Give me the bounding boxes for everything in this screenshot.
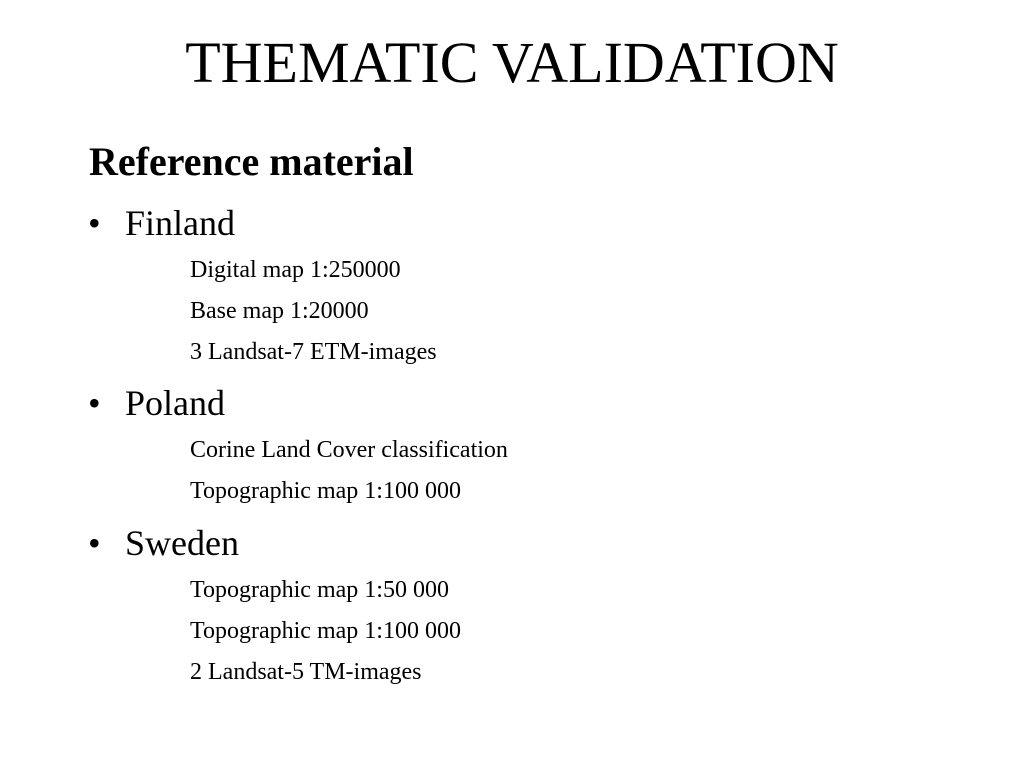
country-label: Poland <box>125 383 226 423</box>
list-item: Topographic map 1:50 000 <box>190 577 449 603</box>
country-label: Sweden <box>125 523 239 563</box>
bullet-poland <box>88 382 225 424</box>
bullet-finland <box>88 202 235 244</box>
list-item: 3 Landsat-7 ETM-images <box>190 339 437 365</box>
list-item: 2 Landsat-5 TM-images <box>190 659 422 685</box>
slide-title: THEMATIC VALIDATION <box>185 30 839 95</box>
list-item: Topographic map 1:100 000 <box>190 478 461 504</box>
bullet-icon: • <box>88 383 101 423</box>
list-item: Digital map 1:250000 <box>190 257 401 283</box>
list-item: Corine Land Cover classification <box>190 437 508 463</box>
bullet-icon: • <box>88 203 101 243</box>
bullet-icon: • <box>88 523 101 563</box>
list-item: Base map 1:20000 <box>190 298 369 324</box>
slide-subtitle: Reference material <box>89 139 414 184</box>
bullet-sweden <box>88 522 239 564</box>
country-label: Finland <box>125 203 236 243</box>
list-item: Topographic map 1:100 000 <box>190 618 461 644</box>
